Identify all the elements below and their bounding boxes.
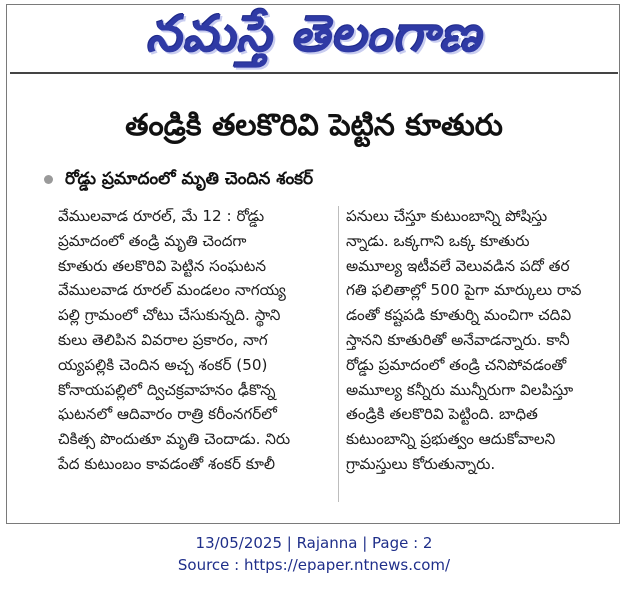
footer-date-line: 13/05/2025 | Rajanna | Page : 2 <box>195 534 433 552</box>
text-line: ప్రమాదంలో తండ్రి మృతి చెందగా <box>58 231 247 250</box>
text-line: కులు తెలిపిన వివరాల ప్రకారం, నాగ <box>58 330 268 349</box>
text-line: ఘటనలో ఆదివారం రాత్రి కరీంనగర్‌లో <box>58 405 277 424</box>
text-line: న్నాడు. ఒక్కగాని ఒక్క కూతురు <box>346 231 530 250</box>
article-column-left <box>58 204 334 477</box>
text-line: య్యపల్లికి చెందిన అచ్చ శంకర్ (50) <box>58 355 268 374</box>
text-line: అమూల్య ఇటీవలే వెలువడిన పదో తర <box>346 256 570 275</box>
newspaper-masthead: నమస్తే తెలంగాణ <box>146 5 482 63</box>
text-line: పనులు చేస్తూ కుటుంబాన్ని పోషిస్తు <box>346 207 548 225</box>
text-line: కుటుంబాన్ని ప్రభుత్వం ఆదుకోవాలని <box>346 430 556 449</box>
column-divider <box>338 206 339 502</box>
text-line: డంతో కష్టపడి కూతుర్ని మంచిగా చదివి <box>346 306 572 325</box>
text-line: కూతురు తలకొరివి పెట్టిన సంఘటన <box>58 256 267 275</box>
text-line: స్తానని కూతురితో అనేవాడన్నారు. కానీ <box>346 330 570 349</box>
text-line: పల్లి గ్రామంలో చోటు చేసుకున్నది. స్థాని <box>58 306 281 325</box>
masthead-rule <box>10 72 618 74</box>
article-subhead <box>44 166 313 192</box>
text-line: చికిత్స పొందుతూ మృతి చెందాడు. నిరు <box>58 430 291 449</box>
text-line: వేములవాడ రూరల్, మే 12 : రోడ్డు <box>58 207 265 225</box>
text-line: రోడ్డు ప్రమాదంలో తండ్రి చనిపోవడంతో <box>346 355 567 374</box>
text-line: కోనాయపల్లిలో ద్విచక్రవాహనం ఢీకొన్న <box>58 380 276 399</box>
text-line: పేద కుటుంబం కావడంతో శంకర్ కూలీ <box>58 454 276 473</box>
subhead-text: రోడ్డు ప్రమాదంలో మృతి చెందిన శంకర్ <box>65 169 314 189</box>
text-line: వేములవాడ రూరల్ మండలం నాగయ్య <box>58 281 286 300</box>
article-column-right <box>346 204 604 477</box>
article-headline: తండ్రికి తలకొరివి పెట్టిన కూతురు <box>125 108 503 143</box>
text-line: గ్రామస్తులు కోరుతున్నారు. <box>346 454 496 473</box>
text-line: అమూల్య కన్నీరు మున్నీరుగా విలపిస్తూ <box>346 380 574 399</box>
text-line: తండ్రికి తలకొరివి పెట్టింది. బాధిత <box>346 405 538 424</box>
bullet-icon <box>44 175 53 184</box>
footer-source-line: Source : https://epaper.ntnews.com/ <box>177 556 451 574</box>
text-line: గతి ఫలితాల్లో 500 పైగా మార్కులు రావ <box>346 281 582 300</box>
